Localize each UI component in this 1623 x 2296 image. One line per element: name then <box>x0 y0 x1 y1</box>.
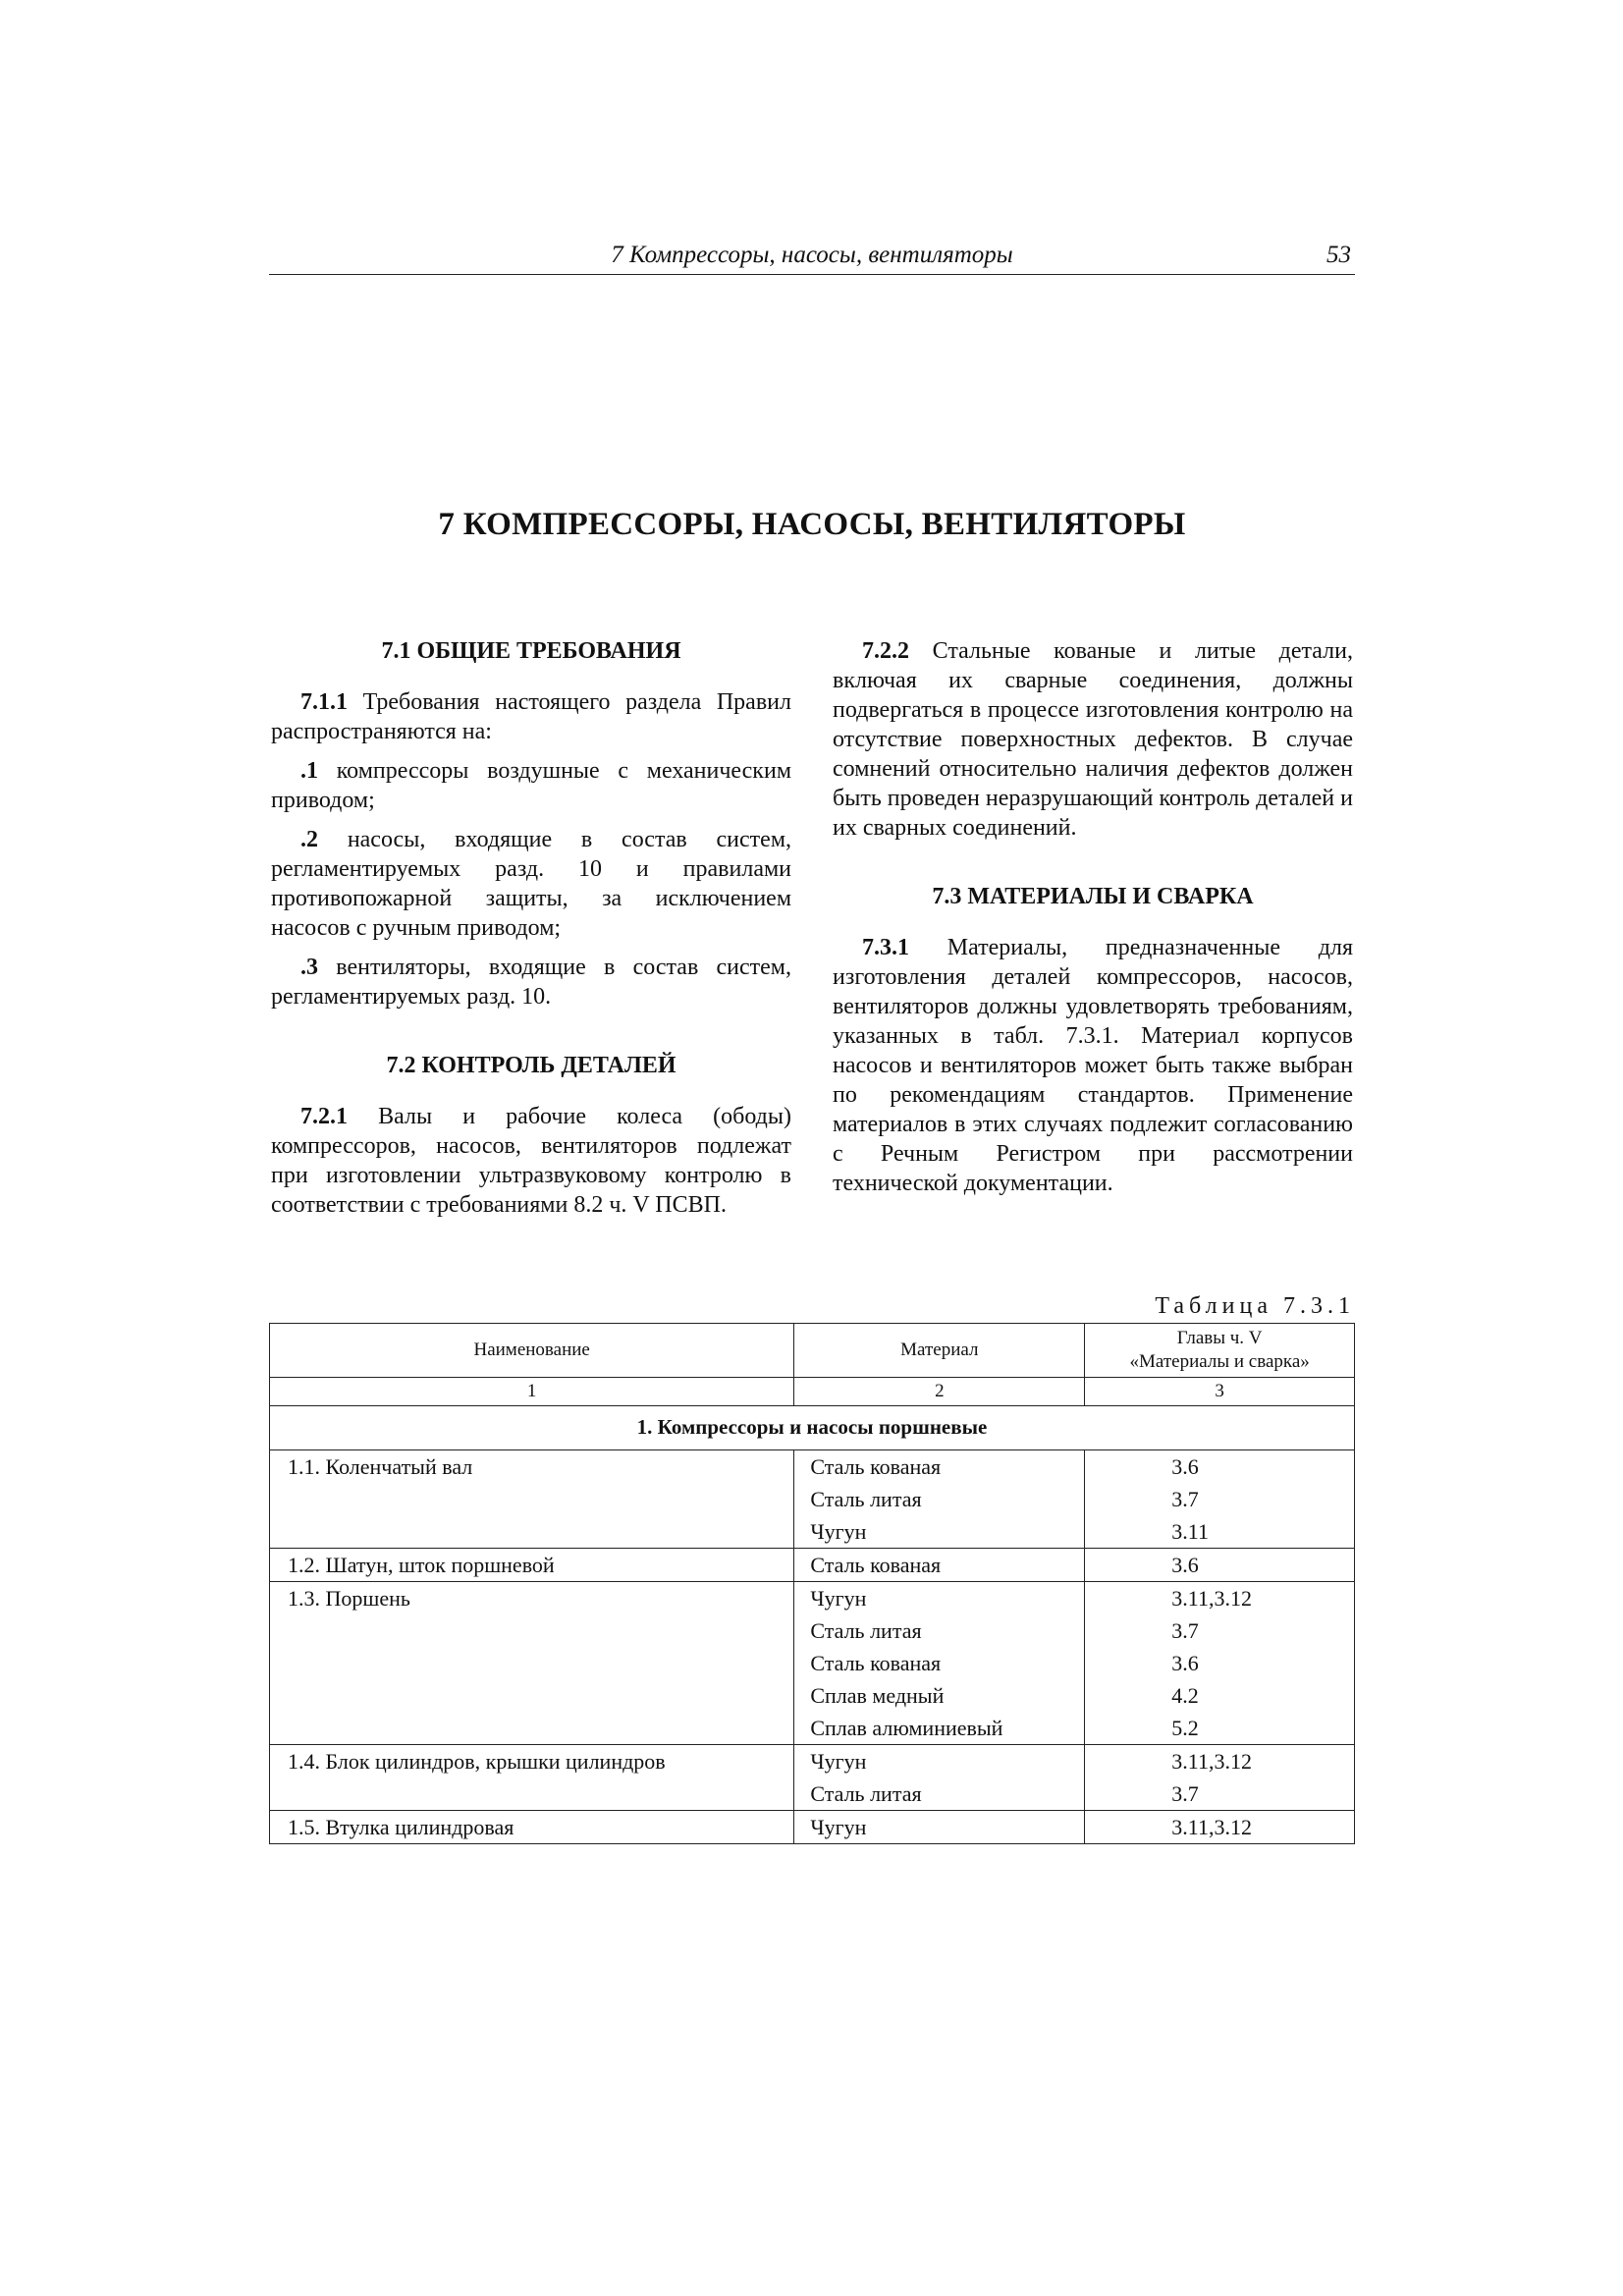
chapter-ref: 3.7 <box>1171 1781 1199 1806</box>
material: Чугун <box>810 1519 867 1544</box>
cell-part-name <box>270 1549 794 1582</box>
chapter-ref: 3.11 <box>1171 1519 1209 1544</box>
cell-part-name <box>270 1811 794 1844</box>
cell-part-name <box>270 1582 794 1745</box>
list-item-number: .3 <box>300 955 318 980</box>
cell-chapters <box>1085 1745 1355 1811</box>
chapter-title: 7 КОМПРЕССОРЫ, НАСОСЫ, ВЕНТИЛЯТОРЫ <box>438 507 1186 542</box>
chapter-ref: 3.11,3.12 <box>1171 1586 1252 1611</box>
material: Сплав медный <box>810 1683 945 1708</box>
paragraph-text: Валы и рабочие колеса (ободы) компрессоров, насосов, вентиляторов подлежат при изготовлении ультразвуковому контролю в соответствии с требованиями 8.2 ч. V ПСВП. <box>271 1104 792 1218</box>
group-row <box>270 1406 1355 1450</box>
material: Сталь литая <box>810 1781 922 1806</box>
material: Чугун <box>810 1586 867 1611</box>
section-7-2-heading: 7.2 КОНТРОЛЬ ДЕТАЛЕЙ <box>386 1053 676 1078</box>
part-name: 1.1. Коленчатый вал <box>288 1454 473 1479</box>
column-number: 3 <box>1085 1378 1355 1406</box>
material: Сталь кованая <box>810 1553 942 1577</box>
chapter-ref: 5.2 <box>1171 1716 1199 1740</box>
list-item-text: компрессоры воздушные с механическим приводом; <box>271 758 791 813</box>
paragraph-7-3-1 <box>833 933 1353 1198</box>
cell-part-name <box>270 1745 794 1811</box>
table-row <box>270 1549 1355 1582</box>
cell-materials <box>794 1745 1085 1811</box>
column-number: 1 <box>270 1378 794 1406</box>
paragraph-7-2-2 <box>833 636 1353 843</box>
paragraph-7-1-1 <box>271 687 791 746</box>
list-item-2 <box>271 825 791 943</box>
header-chapters-line1: Главы ч. V <box>1176 1328 1263 1348</box>
table-row <box>270 1811 1355 1844</box>
part-name: 1.3. Поршень <box>288 1586 410 1611</box>
table-caption: Таблица 7.3.1 <box>1155 1293 1355 1319</box>
paragraph-number: 7.2.2 <box>862 638 909 664</box>
material: Сталь кованая <box>810 1651 942 1675</box>
column-number-row <box>270 1378 1355 1406</box>
material: Чугун <box>810 1749 867 1774</box>
header-material: Материал <box>794 1324 1085 1378</box>
chapter-ref: 3.6 <box>1171 1553 1199 1577</box>
left-column <box>271 636 791 1220</box>
part-name: 1.5. Втулка цилиндровая <box>288 1815 514 1839</box>
cell-materials <box>794 1582 1085 1745</box>
chapter-ref: 3.6 <box>1171 1454 1199 1479</box>
header-chapters-line2: «Материалы и сварка» <box>1129 1351 1310 1372</box>
table-body <box>270 1378 1355 1844</box>
column-number: 2 <box>794 1378 1085 1406</box>
material: Сталь кованая <box>810 1454 942 1479</box>
material: Чугун <box>810 1815 867 1839</box>
paragraph-number: 7.2.1 <box>300 1104 348 1129</box>
table-row <box>270 1745 1355 1811</box>
table-row <box>270 1450 1355 1549</box>
header-name: Наименование <box>270 1324 794 1378</box>
materials-table <box>269 1323 1355 1844</box>
paragraph-number: 7.3.1 <box>862 935 909 960</box>
cell-chapters <box>1085 1549 1355 1582</box>
chapter-ref: 3.11,3.12 <box>1171 1749 1252 1774</box>
chapter-ref: 3.11,3.12 <box>1171 1815 1252 1839</box>
table-header-row <box>270 1324 1355 1378</box>
paragraph-text: Стальные кованые и литые детали, включая их сварные соединения, должны подвергаться в процессе изготовления контролю на отсутствие поверхностных дефектов. В случае сомнений относительно наличия дефектов должен быть проведен неразрушающий контроль деталей и их сварных соединений. <box>833 638 1353 841</box>
section-7-3-heading: 7.3 МАТЕРИАЛЫ И СВАРКА <box>932 884 1254 909</box>
cell-chapters <box>1085 1450 1355 1549</box>
list-item-number: .1 <box>300 758 318 784</box>
right-column <box>833 636 1353 1198</box>
list-item-3 <box>271 953 791 1011</box>
chapter-ref: 3.7 <box>1171 1618 1199 1643</box>
header-chapters <box>1085 1324 1355 1378</box>
chapter-ref: 4.2 <box>1171 1683 1199 1708</box>
list-item-1 <box>271 756 791 815</box>
paragraph-text: Материалы, предназначенные для изготовления деталей компрессоров, насосов, вентиляторов должны удовлетворять требованиям, указанных в табл. 7.3.1. Материал корпусов насосов и вентиляторов может быть также выбран по рекомендациям стандартов. Применение материалов в этих случаях подлежит согласованию с Речным Регистром при рассмотрении технической документации. <box>833 935 1354 1196</box>
cell-chapters <box>1085 1811 1355 1844</box>
chapter-ref: 3.7 <box>1171 1487 1199 1511</box>
material: Сталь литая <box>810 1618 922 1643</box>
page-number: 53 <box>1326 242 1351 268</box>
running-header <box>269 239 1355 275</box>
section-7-1-heading: 7.1 ОБЩИЕ ТРЕБОВАНИЯ <box>381 638 681 664</box>
list-item-text: вентиляторы, входящие в состав систем, регламентируемых разд. 10. <box>271 955 791 1010</box>
list-item-text: насосы, входящие в состав систем, регламентируемых разд. 10 и правилами противопожарной защиты, за исключением насосов с ручным приводом; <box>271 827 792 941</box>
material: Сталь литая <box>810 1487 922 1511</box>
paragraph-number: 7.1.1 <box>300 689 348 715</box>
cell-materials <box>794 1549 1085 1582</box>
material: Сплав алюминиевый <box>810 1716 1003 1740</box>
cell-chapters <box>1085 1582 1355 1745</box>
cell-materials <box>794 1450 1085 1549</box>
running-title: 7 Компрессоры, насосы, вентиляторы <box>611 242 1013 268</box>
paragraph-7-2-1 <box>271 1102 791 1220</box>
group-title: 1. Компрессоры и насосы поршневые <box>270 1406 1355 1450</box>
cell-part-name <box>270 1450 794 1549</box>
cell-materials <box>794 1811 1085 1844</box>
chapter-ref: 3.6 <box>1171 1651 1199 1675</box>
part-name: 1.4. Блок цилиндров, крышки цилиндров <box>288 1749 666 1774</box>
part-name: 1.2. Шатун, шток поршневой <box>288 1553 555 1577</box>
list-item-number: .2 <box>300 827 318 852</box>
paragraph-text: Требования настоящего раздела Правил распространяются на: <box>271 689 791 744</box>
table-row <box>270 1582 1355 1745</box>
